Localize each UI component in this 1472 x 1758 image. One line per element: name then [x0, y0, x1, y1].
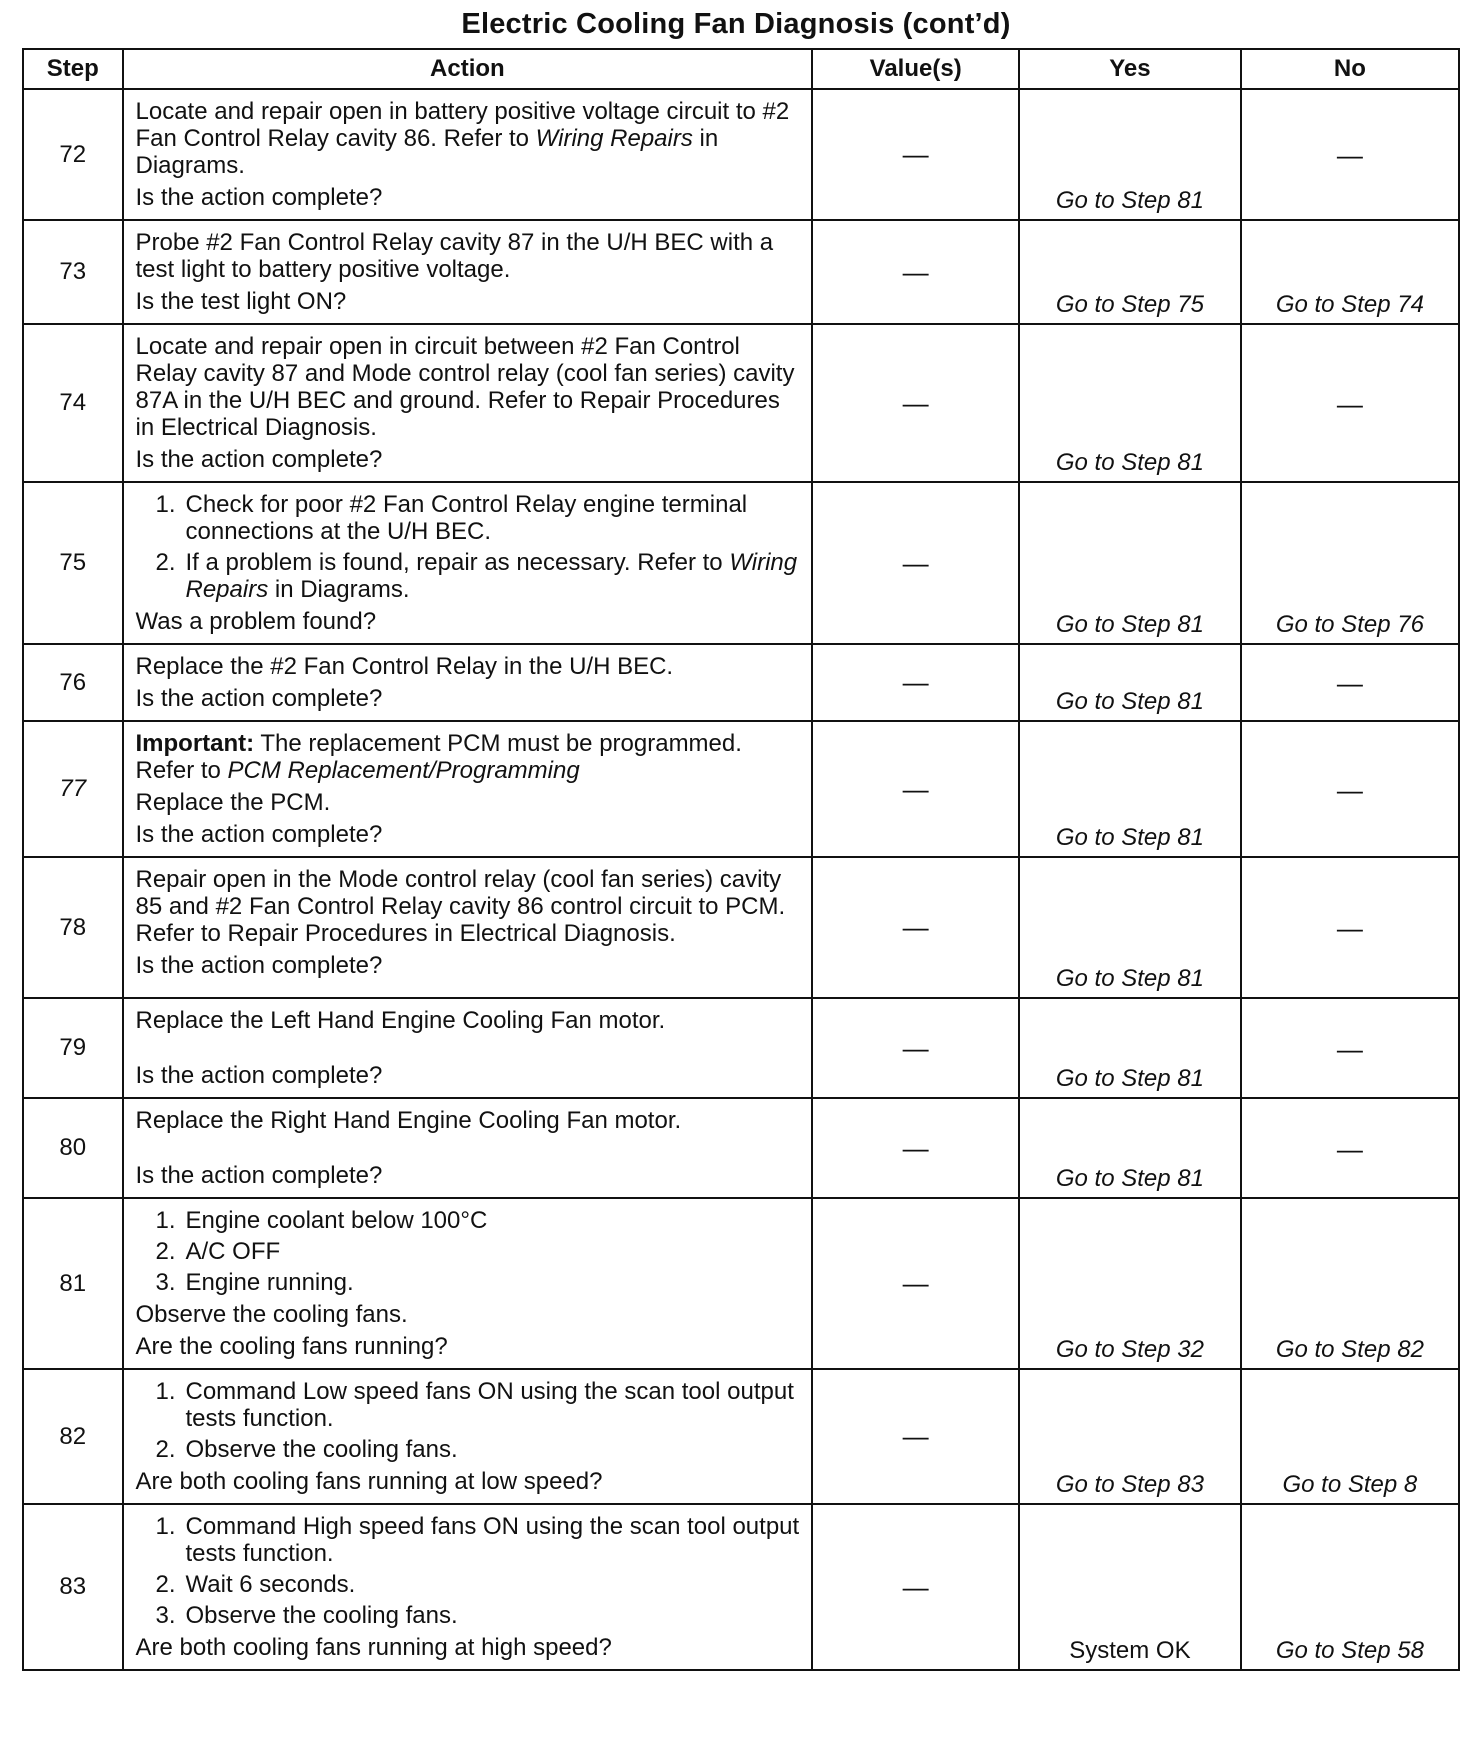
no-result: —: [1241, 857, 1459, 998]
item-text: Check for poor #2 Fan Control Relay engine terminal connections at the U/H BEC.: [185, 491, 748, 545]
value-cell: —: [812, 89, 1019, 220]
step-number: 81: [23, 1198, 123, 1369]
header-no: No: [1241, 49, 1459, 89]
important-label: Important:: [135, 730, 255, 757]
yes-result: Go to Step 81: [1019, 89, 1241, 220]
action-question: Is the action complete?: [135, 952, 383, 979]
yes-result: Go to Step 81: [1019, 857, 1241, 998]
action-text: Repair open in the Mode control relay (cool fan series) cavity 85 and #2 Fan Control Relay cavity 86 control circuit to PCM. Refer to Repair Procedures in Electrical Diagnosis.: [135, 866, 786, 947]
action-cell: [123, 1504, 813, 1670]
action-steps: [136, 491, 804, 603]
value-cell: —: [812, 220, 1019, 324]
action-text: [136, 98, 804, 179]
no-result: —: [1241, 89, 1459, 220]
item-number: 2.: [155, 1571, 176, 1598]
important-note: [136, 730, 804, 784]
value-cell: —: [812, 324, 1019, 482]
list-item: [156, 1238, 804, 1265]
value-cell: —: [812, 1369, 1019, 1504]
no-result: —: [1241, 1098, 1459, 1198]
value-cell: —: [812, 1098, 1019, 1198]
value-cell: —: [812, 1504, 1019, 1670]
no-result: —: [1241, 998, 1459, 1098]
item-text: Engine running.: [185, 1269, 354, 1296]
value-cell: —: [812, 721, 1019, 857]
table-row: [23, 324, 1459, 482]
action-question: Was a problem found?: [135, 608, 377, 635]
header-values: Value(s): [812, 49, 1019, 89]
action-text: Replace the Left Hand Engine Cooling Fan motor.: [135, 1007, 666, 1034]
list-item: [156, 1378, 804, 1432]
yes-result: Go to Step 81: [1019, 644, 1241, 721]
value-cell: —: [812, 857, 1019, 998]
action-question: Is the test light ON?: [135, 288, 347, 315]
table-row: [23, 1198, 1459, 1369]
action-question: Is the action complete?: [135, 685, 383, 712]
action-question: Are both cooling fans running at high speed?: [135, 1634, 612, 1661]
list-item: [156, 1207, 804, 1234]
step-number: 73: [23, 220, 123, 324]
header-action: Action: [123, 49, 813, 89]
action-text-part: Locate and repair open in battery positive voltage circuit to #2 Fan Control Relay cavity 86. Refer to: [135, 98, 790, 152]
header-yes: Yes: [1019, 49, 1241, 89]
item-number: 1.: [155, 1378, 176, 1405]
no-result: Go to Step 74: [1241, 220, 1459, 324]
item-number: 3.: [155, 1602, 176, 1629]
item-text-part: in Diagrams.: [268, 576, 410, 603]
no-result: Go to Step 8: [1241, 1369, 1459, 1504]
item-text: Observe the cooling fans.: [185, 1602, 458, 1629]
value-cell: —: [812, 644, 1019, 721]
item-text: [186, 549, 804, 603]
action-cell: [123, 1198, 813, 1369]
table-row: [23, 482, 1459, 644]
yes-result: Go to Step 32: [1019, 1198, 1241, 1369]
item-number: 2.: [155, 1436, 176, 1463]
list-item: [156, 1571, 804, 1598]
action-cell: [123, 1369, 813, 1504]
value-cell: —: [812, 482, 1019, 644]
table-row: [23, 721, 1459, 857]
important-text: The replacement PCM must be programmed. Refer to: [135, 730, 742, 784]
action-question: Is the action complete?: [135, 821, 383, 848]
yes-result: Go to Step 81: [1019, 998, 1241, 1098]
action-text: Replace the PCM.: [135, 789, 331, 816]
list-item: [156, 1602, 804, 1629]
action-text: Probe #2 Fan Control Relay cavity 87 in the U/H BEC with a test light to battery positive voltage.: [135, 229, 774, 283]
table-row: [23, 857, 1459, 998]
yes-result: Go to Step 81: [1019, 482, 1241, 644]
step-number: 72: [23, 89, 123, 220]
action-text-part: in Diagrams.: [135, 125, 719, 179]
action-question: Are both cooling fans running at low speed?: [135, 1468, 603, 1495]
action-cell: [123, 324, 813, 482]
step-number: 75: [23, 482, 123, 644]
action-cell: [123, 721, 813, 857]
item-number: 1.: [155, 491, 176, 518]
table-row: [23, 1369, 1459, 1504]
no-result: Go to Step 58: [1241, 1504, 1459, 1670]
value-cell: —: [812, 1198, 1019, 1369]
table-row: [23, 644, 1459, 721]
item-number: 3.: [155, 1269, 176, 1296]
list-item: [156, 549, 804, 603]
item-text: A/C OFF: [185, 1238, 281, 1265]
step-number: 83: [23, 1504, 123, 1670]
step-number: 77: [23, 721, 123, 857]
item-number: 2.: [155, 549, 176, 576]
no-result: —: [1241, 721, 1459, 857]
no-result: Go to Step 82: [1241, 1198, 1459, 1369]
item-number: 1.: [155, 1207, 176, 1234]
step-number: 76: [23, 644, 123, 721]
table-row: [23, 1504, 1459, 1670]
action-question: Is the action complete?: [135, 1062, 383, 1089]
step-number: 82: [23, 1369, 123, 1504]
action-text: Replace the Right Hand Engine Cooling Fan motor.: [135, 1107, 682, 1134]
yes-result: Go to Step 81: [1019, 721, 1241, 857]
action-cell: [123, 857, 813, 998]
step-number: 80: [23, 1098, 123, 1198]
action-cell: [123, 89, 813, 220]
reference-link-text: Wiring Repairs: [535, 125, 693, 152]
reference-link-text: PCM Replacement/Programming: [227, 757, 580, 784]
action-cell: [123, 482, 813, 644]
yes-result: Go to Step 81: [1019, 324, 1241, 482]
reference-link-text: Wiring Repairs: [185, 549, 798, 603]
item-number: 1.: [155, 1513, 176, 1540]
yes-result: Go to Step 75: [1019, 220, 1241, 324]
item-text: Engine coolant below 100°C: [185, 1207, 488, 1234]
yes-result: Go to Step 81: [1019, 1098, 1241, 1198]
step-number: 78: [23, 857, 123, 998]
action-cell: [123, 998, 813, 1098]
action-text: Observe the cooling fans.: [135, 1301, 408, 1328]
item-text: Command High speed fans ON using the scan tool output tests function.: [185, 1513, 800, 1567]
action-cell: [123, 1098, 813, 1198]
action-question: Is the action complete?: [135, 1162, 383, 1189]
yes-result: Go to Step 83: [1019, 1369, 1241, 1504]
table-row: [23, 89, 1459, 220]
action-steps: [136, 1207, 804, 1296]
list-item: [156, 1436, 804, 1463]
action-question: Is the action complete?: [135, 446, 383, 473]
header-row: [23, 49, 1459, 89]
item-text: Wait 6 seconds.: [185, 1571, 356, 1598]
action-text: Locate and repair open in circuit between #2 Fan Control Relay cavity 87 and Mode control relay (cool fan series) cavity 87A in the U/H BEC and ground. Refer to Repair Procedures in Electrical Diagnosis.: [135, 333, 795, 441]
list-item: [156, 1269, 804, 1296]
no-result: —: [1241, 644, 1459, 721]
table-row: [23, 1098, 1459, 1198]
action-question: Is the action complete?: [135, 184, 383, 211]
list-item: [156, 1513, 804, 1567]
action-steps: [136, 1378, 804, 1463]
action-question: Are the cooling fans running?: [135, 1333, 448, 1360]
table-row: [23, 220, 1459, 324]
item-number: 2.: [155, 1238, 176, 1265]
action-cell: [123, 220, 813, 324]
action-cell: [123, 644, 813, 721]
no-result: —: [1241, 324, 1459, 482]
action-text: Replace the #2 Fan Control Relay in the U/H BEC.: [135, 653, 674, 680]
step-number: 79: [23, 998, 123, 1098]
item-text: Command Low speed fans ON using the scan tool output tests function.: [185, 1378, 794, 1432]
table-row: [23, 998, 1459, 1098]
header-step: Step: [23, 49, 123, 89]
action-steps: [136, 1513, 804, 1629]
item-text: Observe the cooling fans.: [185, 1436, 458, 1463]
step-number: 74: [23, 324, 123, 482]
list-item: [156, 491, 804, 545]
yes-result: System OK: [1019, 1504, 1241, 1670]
no-result: Go to Step 76: [1241, 482, 1459, 644]
item-text-part: If a problem is found, repair as necessary. Refer to: [185, 549, 730, 576]
value-cell: —: [812, 998, 1019, 1098]
diagnosis-table: [22, 48, 1460, 1671]
page-title: Electric Cooling Fan Diagnosis (cont’d): [461, 8, 1011, 40]
